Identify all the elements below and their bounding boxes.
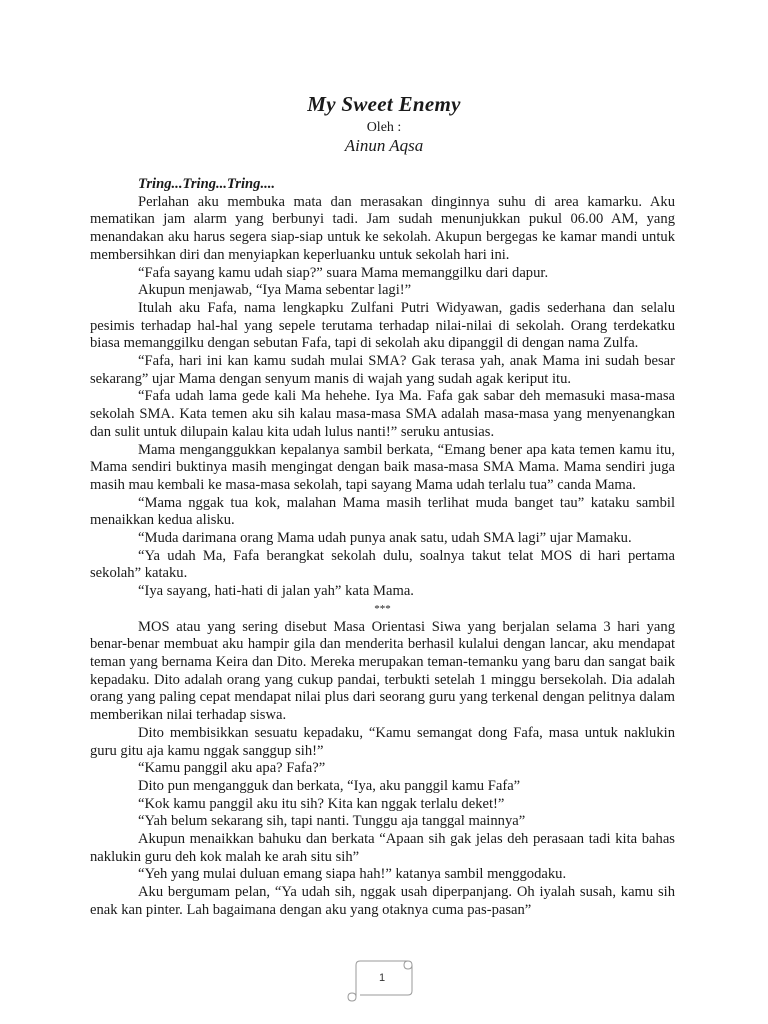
paragraph: MOS atau yang sering disebut Masa Orientasi Siwa yang berjalan selama 3 hari yang benar-benar membuat aku hampir gila dan menderita berhasil kulalui dengan lancar, aku mendapat teman yang bernama Keira dan Dito. Mereka merupakan teman-temanku yang baru dan sangat baik kepadaku. Dito adalah orang yang cukup pandai, terbukti setelah 1 minggu bersekolah. Dia adalah orang yang paling cepat mendapat nilai plus dari seorang guru yang terkenal dengan pelitnya dalam memberikan nilai terhadap siswa.: [90, 618, 675, 724]
paragraph: Mama menganggukkan kepalanya sambil berkata, “Emang bener apa kata temen kamu itu, Mama sendiri buktinya masih mengingat dengan baik masa-masa SMA Mama. Mama sendiri juga masih mau kembali ke masa-masa sekolah, tapi sayang Mama udah terlalu tua” canda Mama.: [90, 441, 675, 493]
paragraph: Dito membisikkan sesuatu kepadaku, “Kamu semangat dong Fafa, masa untuk naklukin guru gitu aja kamu nggak sanggup sih!”: [90, 724, 675, 759]
paragraph: Perlahan aku membuka mata dan merasakan dinginnya suhu di area kamarku. Aku mematikan jam alarm yang berbunyi tadi. Jam sudah menunjukkan pukul 06.00 AM, yang menandakan aku harus segera siap-siap untuk ke sekolah. Akupun bergegas ke kamar mandi untuk membersihkan diri dan menyiapkan keperluanku untuk sekolah hari ini.: [90, 193, 675, 263]
page-number: 1: [378, 972, 386, 984]
paragraph: Itulah aku Fafa, nama lengkapku Zulfani Putri Widyawan, gadis sederhana dan selalu pesimis terhadap hal-hal yang sepele terutama terhadap nilai-nilai di sekolah. Orang terdekatku biasa memanggilku dengan sebutan Fafa, tapi di sekolah aku dipanggil di dengan nama Zulfa.: [90, 299, 675, 352]
paragraph: “Kamu panggil aku apa? Fafa?”: [138, 760, 326, 777]
paragraph: Dito pun mengangguk dan berkata, “Iya, aku panggil kamu Fafa”: [138, 777, 521, 794]
paragraph: “Ya udah Ma, Fafa berangkat sekolah dulu, soalnya takut telat MOS di hari pertama sekolah” kataku.: [90, 547, 675, 582]
paragraph: “Yeh yang mulai duluan emang siapa hah!” katanya sambil menggodaku.: [138, 866, 567, 883]
page-number-scroll: [346, 957, 418, 1003]
paragraph: “Fafa udah lama gede kali Ma hehehe. Iya Ma. Fafa gak sabar deh memasuki masa-masa sekolah SMA. Kata temen aku sih kalau masa-masa SMA adalah masa-masa yang menyenangkan dan sulit untuk dilupain kalau kita udah lulus nanti!” seruku antusias.: [90, 388, 675, 440]
paragraph: “Fafa, hari ini kan kamu sudah mulai SMA? Gak terasa yah, anak Mama ini sudah besar sekarang” ujar Mama dengan senyum manis di wajah yang sudah agak keriput itu.: [90, 353, 675, 387]
paragraph: Akupun menaikkan bahuku dan berkata “Apaan sih gak jelas deh perasaan tadi kita bahas naklukin guru deh kok malah ke arah situ sih”: [90, 831, 675, 865]
scene-separator: ***: [374, 602, 391, 615]
story-title: My Sweet Enemy: [307, 92, 461, 116]
paragraph: Aku bergumam pelan, “Ya udah sih, nggak usah diperpanjang. Oh iyalah susah, kamu sih enak kan pinter. Lah bagaimana dengan aku yang otaknya cuma pas-pasan”: [90, 884, 675, 918]
author-name: Ainun Aqsa: [344, 136, 424, 155]
story-body: [90, 176, 675, 920]
paragraph: “Muda darimana orang Mama udah punya anak satu, udah SMA lagi” ujar Mamaku.: [138, 530, 632, 547]
opening-sound: Tring...Tring...Tring....: [138, 176, 276, 192]
paragraph: “Iya sayang, hati-hati di jalan yah” kata Mama.: [138, 583, 414, 600]
paragraph: Akupun menjawab, “Iya Mama sebentar lagi!”: [138, 282, 412, 299]
paragraph: “Kok kamu panggil aku itu sih? Kita kan nggak terlalu deket!”: [138, 795, 505, 812]
paragraph: “Yah belum sekarang sih, tapi nanti. Tunggu aja tanggal mainnya”: [138, 813, 526, 830]
paragraph: “Mama nggak tua kok, malahan Mama masih terlihat muda banget tau” kataku sambil menaikkan kedua alisku.: [90, 494, 675, 529]
paragraph: “Fafa sayang kamu udah siap?” suara Mama memanggilku dari dapur.: [138, 264, 549, 281]
byline-label: Oleh :: [366, 120, 402, 135]
